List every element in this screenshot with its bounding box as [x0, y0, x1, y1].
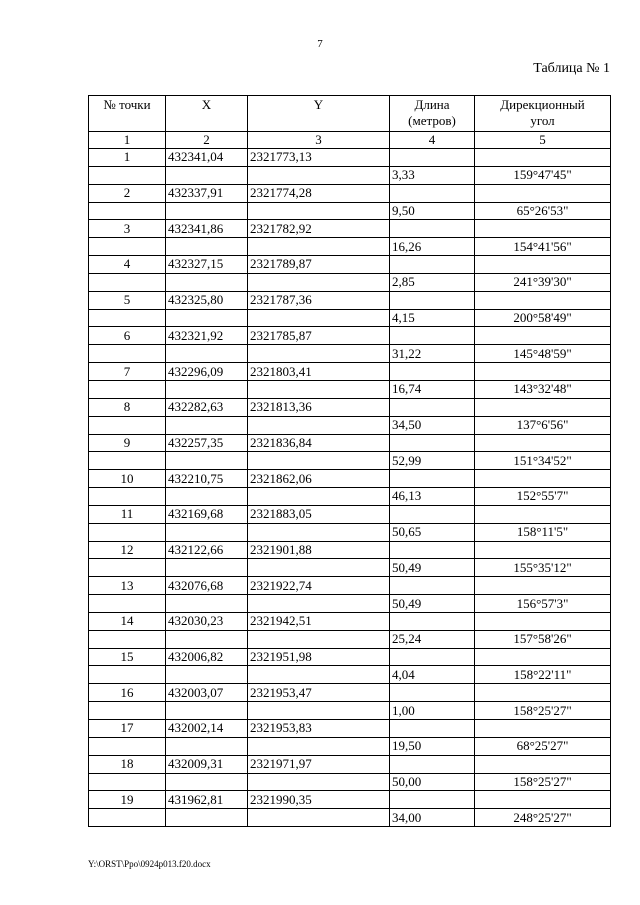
column-number: 3	[248, 132, 390, 149]
y-coordinate-cell: 2321862,06	[248, 470, 390, 488]
y-coordinate-cell	[248, 773, 390, 791]
y-coordinate-cell: 2321951,98	[248, 648, 390, 666]
column-number: 4	[390, 132, 475, 149]
y-coordinate-cell	[248, 345, 390, 363]
table-row	[89, 398, 611, 416]
table-row	[89, 363, 611, 381]
x-coordinate-cell: 432169,68	[166, 505, 248, 523]
point-number-cell: 13	[89, 577, 166, 595]
x-coordinate-cell: 432210,75	[166, 470, 248, 488]
direction-angle-cell	[475, 434, 611, 452]
point-number-cell: 2	[89, 184, 166, 202]
y-coordinate-cell	[248, 630, 390, 648]
direction-angle-cell	[475, 398, 611, 416]
point-number-cell	[89, 488, 166, 506]
direction-angle-cell	[475, 684, 611, 702]
length-cell	[390, 149, 475, 167]
direction-angle-cell: 200°58'49"	[475, 309, 611, 327]
x-coordinate-cell	[166, 380, 248, 398]
direction-angle-cell: 158°11'5"	[475, 523, 611, 541]
point-number-cell	[89, 309, 166, 327]
length-cell: 50,49	[390, 559, 475, 577]
point-number-cell: 19	[89, 791, 166, 809]
x-coordinate-cell	[166, 416, 248, 434]
y-coordinate-cell	[248, 416, 390, 434]
length-cell: 46,13	[390, 488, 475, 506]
length-cell	[390, 398, 475, 416]
y-coordinate-cell: 2321953,83	[248, 720, 390, 738]
length-cell: 19,50	[390, 737, 475, 755]
x-coordinate-cell: 432257,35	[166, 434, 248, 452]
y-coordinate-cell: 2321787,36	[248, 291, 390, 309]
direction-angle-cell: 143°32'48"	[475, 380, 611, 398]
y-coordinate-cell	[248, 309, 390, 327]
header-x: X	[166, 96, 248, 132]
direction-angle-cell	[475, 612, 611, 630]
y-coordinate-cell	[248, 166, 390, 184]
table-row	[89, 256, 611, 274]
x-coordinate-cell: 432006,82	[166, 648, 248, 666]
point-number-cell: 6	[89, 327, 166, 345]
point-number-cell	[89, 666, 166, 684]
length-cell	[390, 505, 475, 523]
point-number-cell: 5	[89, 291, 166, 309]
point-number-cell: 8	[89, 398, 166, 416]
direction-angle-cell	[475, 149, 611, 167]
header-point: № точки	[89, 96, 166, 132]
direction-angle-cell	[475, 541, 611, 559]
point-number-cell	[89, 809, 166, 827]
y-coordinate-cell	[248, 809, 390, 827]
point-number-cell: 17	[89, 720, 166, 738]
point-number-cell	[89, 345, 166, 363]
direction-angle-cell: 248°25'27"	[475, 809, 611, 827]
direction-angle-cell	[475, 291, 611, 309]
direction-angle-cell	[475, 184, 611, 202]
point-number-cell: 11	[89, 505, 166, 523]
column-number: 5	[475, 132, 611, 149]
y-coordinate-cell: 2321789,87	[248, 256, 390, 274]
y-coordinate-cell	[248, 488, 390, 506]
table-row	[89, 238, 611, 256]
table-row	[89, 452, 611, 470]
x-coordinate-cell	[166, 702, 248, 720]
length-cell	[390, 434, 475, 452]
length-cell: 1,00	[390, 702, 475, 720]
x-coordinate-cell	[166, 166, 248, 184]
direction-angle-cell	[475, 220, 611, 238]
table-row	[89, 630, 611, 648]
x-coordinate-cell	[166, 202, 248, 220]
direction-angle-cell: 159°47'45"	[475, 166, 611, 184]
direction-angle-cell	[475, 755, 611, 773]
point-number-cell: 7	[89, 363, 166, 381]
table-row	[89, 648, 611, 666]
x-coordinate-cell	[166, 345, 248, 363]
length-cell: 4,15	[390, 309, 475, 327]
table-row	[89, 684, 611, 702]
point-number-cell	[89, 166, 166, 184]
length-cell: 3,33	[390, 166, 475, 184]
y-coordinate-cell: 2321836,84	[248, 434, 390, 452]
length-cell	[390, 577, 475, 595]
header-line: Дирекционный	[500, 97, 585, 112]
x-coordinate-cell: 432341,04	[166, 149, 248, 167]
x-coordinate-cell	[166, 773, 248, 791]
length-cell	[390, 256, 475, 274]
x-coordinate-cell: 432076,68	[166, 577, 248, 595]
point-number-cell	[89, 238, 166, 256]
length-cell	[390, 720, 475, 738]
direction-angle-cell	[475, 256, 611, 274]
column-number: 2	[166, 132, 248, 149]
y-coordinate-cell: 2321785,87	[248, 327, 390, 345]
y-coordinate-cell: 2321901,88	[248, 541, 390, 559]
direction-angle-cell	[475, 327, 611, 345]
table-row	[89, 273, 611, 291]
point-number-cell	[89, 702, 166, 720]
point-number-cell	[89, 380, 166, 398]
direction-angle-cell: 155°35'12"	[475, 559, 611, 577]
table-row	[89, 559, 611, 577]
page-number: 7	[317, 38, 323, 50]
length-cell: 4,04	[390, 666, 475, 684]
length-cell	[390, 648, 475, 666]
table-row	[89, 595, 611, 613]
length-cell: 16,26	[390, 238, 475, 256]
length-cell: 2,85	[390, 273, 475, 291]
x-coordinate-cell: 432282,63	[166, 398, 248, 416]
table-row	[89, 523, 611, 541]
direction-angle-cell: 152°55'7"	[475, 488, 611, 506]
length-cell	[390, 327, 475, 345]
length-cell: 50,00	[390, 773, 475, 791]
direction-angle-cell: 158°22'11"	[475, 666, 611, 684]
x-coordinate-cell: 432321,92	[166, 327, 248, 345]
y-coordinate-cell: 2321782,92	[248, 220, 390, 238]
y-coordinate-cell: 2321922,74	[248, 577, 390, 595]
y-coordinate-cell: 2321953,47	[248, 684, 390, 702]
y-coordinate-cell	[248, 380, 390, 398]
table-row	[89, 773, 611, 791]
length-cell: 34,00	[390, 809, 475, 827]
table-row	[89, 666, 611, 684]
length-cell	[390, 541, 475, 559]
length-cell	[390, 184, 475, 202]
length-cell	[390, 791, 475, 809]
x-coordinate-cell	[166, 523, 248, 541]
length-cell: 9,50	[390, 202, 475, 220]
column-number: 1	[89, 132, 166, 149]
direction-angle-cell: 68°25'27"	[475, 737, 611, 755]
table-row	[89, 791, 611, 809]
point-number-cell	[89, 595, 166, 613]
point-number-cell	[89, 523, 166, 541]
table-row	[89, 434, 611, 452]
point-number-cell	[89, 773, 166, 791]
y-coordinate-cell: 2321813,36	[248, 398, 390, 416]
table-row	[89, 291, 611, 309]
length-cell: 34,50	[390, 416, 475, 434]
header-y: Y	[248, 96, 390, 132]
table-row	[89, 149, 611, 167]
header-angle	[475, 96, 611, 132]
y-coordinate-cell	[248, 452, 390, 470]
length-cell	[390, 684, 475, 702]
length-cell: 16,74	[390, 380, 475, 398]
y-coordinate-cell	[248, 202, 390, 220]
direction-angle-cell	[475, 470, 611, 488]
x-coordinate-cell: 432337,91	[166, 184, 248, 202]
point-number-cell: 4	[89, 256, 166, 274]
point-number-cell	[89, 202, 166, 220]
table-header-row	[89, 96, 611, 132]
point-number-cell: 14	[89, 612, 166, 630]
header-line: Длина	[414, 97, 450, 112]
file-path-footer: Y:\ORST\Ppo\0924p013.f20.docx	[88, 859, 211, 869]
length-cell: 50,65	[390, 523, 475, 541]
table-row	[89, 345, 611, 363]
point-number-cell	[89, 737, 166, 755]
table-row	[89, 470, 611, 488]
y-coordinate-cell	[248, 737, 390, 755]
x-coordinate-cell: 432325,80	[166, 291, 248, 309]
y-coordinate-cell: 2321942,51	[248, 612, 390, 630]
coordinates-table	[88, 95, 611, 827]
table-body	[89, 149, 611, 827]
table-row	[89, 577, 611, 595]
length-cell	[390, 612, 475, 630]
direction-angle-cell: 137°6'56"	[475, 416, 611, 434]
y-coordinate-cell	[248, 238, 390, 256]
point-number-cell: 18	[89, 755, 166, 773]
x-coordinate-cell	[166, 559, 248, 577]
x-coordinate-cell	[166, 630, 248, 648]
x-coordinate-cell: 432003,07	[166, 684, 248, 702]
table-row	[89, 309, 611, 327]
table-caption: Таблица № 1	[533, 61, 610, 76]
length-cell	[390, 470, 475, 488]
direction-angle-cell: 158°25'27"	[475, 773, 611, 791]
x-coordinate-cell	[166, 666, 248, 684]
table-row	[89, 202, 611, 220]
point-number-cell	[89, 273, 166, 291]
x-coordinate-cell	[166, 809, 248, 827]
table-row	[89, 184, 611, 202]
direction-angle-cell: 151°34'52"	[475, 452, 611, 470]
point-number-cell	[89, 416, 166, 434]
direction-angle-cell	[475, 791, 611, 809]
table-row	[89, 755, 611, 773]
column-number-row	[89, 132, 611, 149]
point-number-cell: 15	[89, 648, 166, 666]
direction-angle-cell	[475, 577, 611, 595]
table-row	[89, 809, 611, 827]
table-row	[89, 612, 611, 630]
x-coordinate-cell	[166, 737, 248, 755]
direction-angle-cell: 145°48'59"	[475, 345, 611, 363]
x-coordinate-cell: 431962,81	[166, 791, 248, 809]
table-row	[89, 505, 611, 523]
x-coordinate-cell	[166, 452, 248, 470]
y-coordinate-cell: 2321883,05	[248, 505, 390, 523]
direction-angle-cell: 154°41'56"	[475, 238, 611, 256]
y-coordinate-cell	[248, 273, 390, 291]
length-cell: 50,49	[390, 595, 475, 613]
x-coordinate-cell	[166, 595, 248, 613]
length-cell: 52,99	[390, 452, 475, 470]
direction-angle-cell: 158°25'27"	[475, 702, 611, 720]
x-coordinate-cell	[166, 238, 248, 256]
x-coordinate-cell: 432327,15	[166, 256, 248, 274]
point-number-cell	[89, 452, 166, 470]
point-number-cell: 1	[89, 149, 166, 167]
length-cell: 25,24	[390, 630, 475, 648]
x-coordinate-cell: 432341,86	[166, 220, 248, 238]
length-cell	[390, 755, 475, 773]
direction-angle-cell: 157°58'26"	[475, 630, 611, 648]
length-cell	[390, 363, 475, 381]
header-line: угол	[530, 113, 555, 128]
x-coordinate-cell: 432122,66	[166, 541, 248, 559]
y-coordinate-cell: 2321803,41	[248, 363, 390, 381]
y-coordinate-cell	[248, 559, 390, 577]
length-cell	[390, 291, 475, 309]
y-coordinate-cell	[248, 666, 390, 684]
table-row	[89, 416, 611, 434]
table-row	[89, 220, 611, 238]
table-row	[89, 166, 611, 184]
x-coordinate-cell	[166, 273, 248, 291]
y-coordinate-cell	[248, 702, 390, 720]
point-number-cell	[89, 559, 166, 577]
point-number-cell: 10	[89, 470, 166, 488]
direction-angle-cell	[475, 720, 611, 738]
table-row	[89, 327, 611, 345]
header-length	[390, 96, 475, 132]
direction-angle-cell: 65°26'53"	[475, 202, 611, 220]
x-coordinate-cell: 432009,31	[166, 755, 248, 773]
y-coordinate-cell: 2321773,13	[248, 149, 390, 167]
table-row	[89, 702, 611, 720]
table-row	[89, 737, 611, 755]
length-cell	[390, 220, 475, 238]
y-coordinate-cell: 2321774,28	[248, 184, 390, 202]
point-number-cell: 9	[89, 434, 166, 452]
header-line: (метров)	[408, 113, 456, 128]
y-coordinate-cell	[248, 523, 390, 541]
y-coordinate-cell	[248, 595, 390, 613]
x-coordinate-cell	[166, 488, 248, 506]
direction-angle-cell	[475, 363, 611, 381]
table-row	[89, 541, 611, 559]
x-coordinate-cell	[166, 309, 248, 327]
point-number-cell	[89, 630, 166, 648]
direction-angle-cell	[475, 505, 611, 523]
point-number-cell: 12	[89, 541, 166, 559]
direction-angle-cell: 156°57'3"	[475, 595, 611, 613]
x-coordinate-cell: 432002,14	[166, 720, 248, 738]
direction-angle-cell	[475, 648, 611, 666]
table-row	[89, 720, 611, 738]
y-coordinate-cell: 2321990,35	[248, 791, 390, 809]
length-cell: 31,22	[390, 345, 475, 363]
direction-angle-cell: 241°39'30"	[475, 273, 611, 291]
point-number-cell: 3	[89, 220, 166, 238]
table-row	[89, 380, 611, 398]
point-number-cell: 16	[89, 684, 166, 702]
x-coordinate-cell: 432296,09	[166, 363, 248, 381]
y-coordinate-cell: 2321971,97	[248, 755, 390, 773]
x-coordinate-cell: 432030,23	[166, 612, 248, 630]
table-row	[89, 488, 611, 506]
